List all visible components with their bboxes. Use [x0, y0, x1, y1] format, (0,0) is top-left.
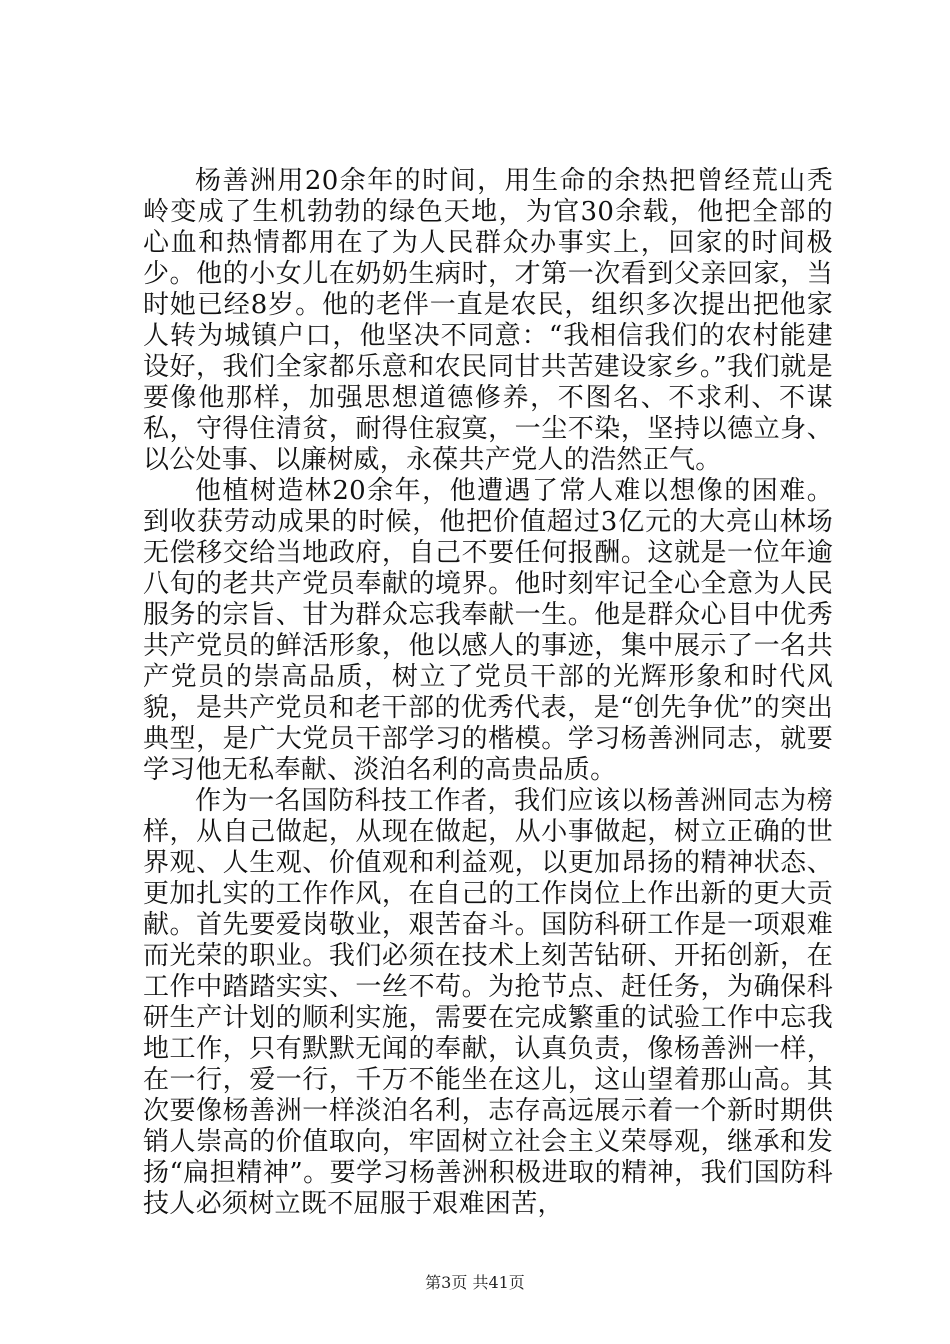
paragraph-2: 他植树造林20余年，他遭遇了常人难以想像的困难。到收获劳动成果的时候，他把价值超过3亿元的大亮山林场无偿移交给当地政府，自己不要任何报酬。这就是一位年逾八旬的老共产党员奉献的境界。他时刻牢记全心全意为人民服务的宗旨、甘为群众忘我奉献一生。他是群众心目中优秀共产党员的鲜活形象，他以感人的事迹，集中展示了一名共产党员的崇高品质，树立了党员干部的光辉形象和时代风貌，是共产党员和老干部的优秀代表，是“创先争优”的突出典型，是广大党员干部学习的楷模。学习杨善洲同志，就要学习他无私奉献、淡泊名利的高贵品质。	[143, 476, 833, 785]
page-number-footer: 第3页 共41页	[425, 1273, 525, 1292]
document-body	[143, 166, 833, 1220]
paragraph-3: 作为一名国防科技工作者，我们应该以杨善洲同志为榜样，从自己做起，从现在做起，从小事做起，树立正确的世界观、人生观、价值观和利益观，以更加昂扬的精神状态、更加扎实的工作作风，在自己的工作岗位上作出新的更大贡献。首先要爱岗敬业，艰苦奋斗。国防科研工作是一项艰难而光荣的职业。我们必须在技术上刻苦钻研、开拓创新，在工作中踏踏实实、一丝不苟。为抢节点、赶任务，为确保科研生产计划的顺利实施，需要在完成繁重的试验工作中忘我地工作，只有默默无闻的奉献，认真负责，像杨善洲一样，在一行，爱一行，千万不能坐在这儿，这山望着那山高。其次要像杨善洲一样淡泊名利，志存高远展示着一个新时期供销人崇高的价值取向，牢固树立社会主义荣辱观，继承和发扬“扁担精神”。要学习杨善洲积极进取的精神，我们国防科技人必须树立既不屈服于艰难困苦，	[143, 786, 833, 1219]
paragraph-1: 杨善洲用20余年的时间，用生命的余热把曾经荒山秃岭变成了生机勃勃的绿色天地，为官30余载，他把全部的心血和热情都用在了为人民群众办事实上，回家的时间极少。他的小女儿在奶奶生病时，才第一次看到父亲回家，当时她已经8岁。他的老伴一直是农民，组织多次提出把他家人转为城镇户口，他坚决不同意：“我相信我们的农村能建设好，我们全家都乐意和农民同甘共苦建设家乡。”我们就是要像他那样，加强思想道德修养，不图名、不求利、不谋私，守得住清贫，耐得住寂寞，一尘不染，坚持以德立身、以公处事、以廉树威，永葆共产党人的浩然正气。	[143, 166, 833, 475]
